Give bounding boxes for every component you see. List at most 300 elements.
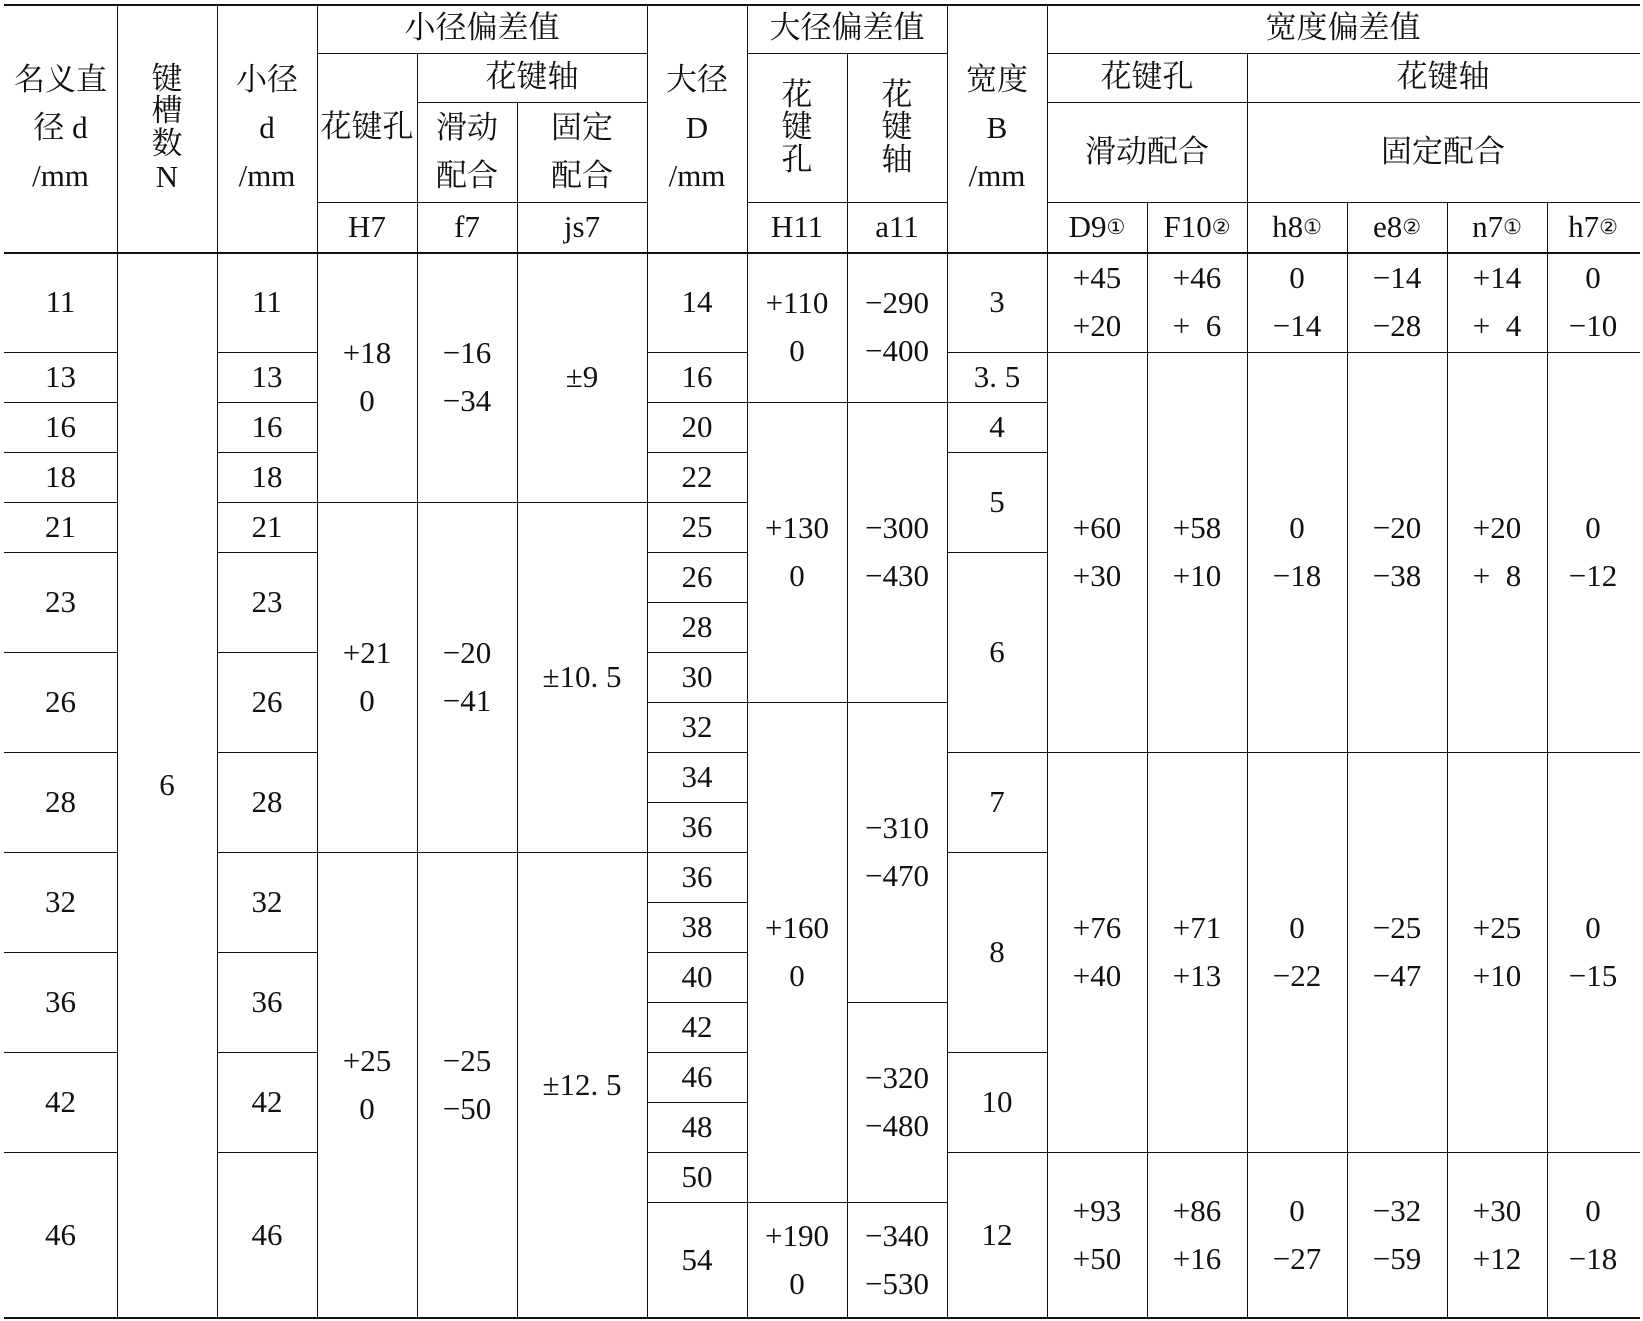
grid-line (647, 852, 648, 903)
grid-line (1347, 1152, 1448, 1153)
grid-line (517, 102, 648, 103)
width-cell: 6 (989, 633, 1005, 669)
grid-line (847, 402, 948, 403)
grid-line (1147, 202, 1148, 253)
width-D9-cell: +93 +50 (1072, 1192, 1122, 1276)
minor-diameter-cell: 13 (251, 358, 283, 394)
grid-line (1047, 53, 1048, 103)
width-cell: 3 (989, 283, 1005, 319)
width-D9-cell: +76 +40 (1072, 909, 1122, 993)
header-minor-deviation: 小径偏差值 (404, 10, 560, 46)
header-major-diameter: 大径 D /mm (666, 61, 728, 194)
nominal-diameter-cell: 26 (45, 683, 76, 719)
grid-line (1047, 102, 1048, 203)
grid-line (4, 452, 118, 453)
header-minor-hole: 花键孔 (320, 109, 414, 145)
fit-code-F10: F10 ② (1163, 208, 1231, 244)
grid-line (647, 452, 648, 503)
nominal-diameter-cell: 28 (45, 783, 76, 819)
grid-line (747, 53, 848, 54)
grid-line (647, 952, 748, 953)
grid-line (847, 1002, 948, 1003)
grid-line (217, 402, 318, 403)
header-minor-sliding: 滑动 配合 (436, 109, 498, 193)
minor-diameter-cell: 23 (251, 583, 283, 619)
grid-line (647, 1102, 648, 1153)
grid-line (1547, 252, 1548, 353)
grid-line (1247, 352, 1248, 753)
major-shaft-a11-cell: −310 −470 (865, 809, 929, 893)
grid-line (217, 552, 318, 553)
grid-line (417, 102, 418, 203)
header-major-deviation: 大径偏差值 (769, 10, 925, 46)
width-F10-cell: +58 +10 (1172, 509, 1222, 593)
grid-line (317, 4, 318, 54)
grid-line (517, 502, 648, 503)
width-D9-cell: +45 +20 (1072, 259, 1122, 343)
width-e8-cell: −32 −59 (1372, 1192, 1422, 1276)
grid-line (947, 552, 1048, 553)
grid-line (1047, 252, 1048, 353)
grid-line (647, 402, 748, 403)
grid-line (1047, 202, 1148, 203)
major-diameter-cell: 34 (681, 758, 713, 794)
major-diameter-cell: 54 (681, 1241, 713, 1277)
nominal-diameter-cell: 46 (45, 1216, 76, 1252)
grid-line (1247, 752, 1248, 1153)
grid-line (4, 252, 1640, 254)
grid-line (117, 4, 118, 253)
grid-line (4, 952, 118, 953)
minor-diameter-cell: 36 (251, 983, 283, 1019)
width-n7-cell: +14 + 4 (1472, 259, 1522, 343)
minor-hole-H7-cell: +21 0 (342, 634, 392, 718)
grid-line (317, 53, 318, 203)
grid-line (947, 352, 948, 403)
grid-line (517, 852, 648, 853)
major-diameter-cell: 32 (681, 708, 713, 744)
grid-line (1047, 202, 1048, 253)
grid-line (217, 852, 318, 853)
grid-line (947, 752, 948, 853)
grid-line (417, 502, 418, 853)
grid-line (217, 1152, 218, 1319)
grid-line (947, 852, 948, 1053)
header-major-hole: 花 键 孔 (781, 76, 813, 177)
grid-line (947, 202, 948, 253)
fit-code-minor-fixed: js7 (563, 208, 601, 244)
width-h8-cell: 0 −22 (1272, 909, 1322, 993)
grid-line (217, 402, 218, 453)
grid-line (1447, 352, 1548, 353)
grid-line (217, 1152, 318, 1153)
major-diameter-cell: 38 (681, 908, 713, 944)
grid-line (847, 202, 948, 203)
minor-fixed-js7-cell: ±9 (565, 358, 599, 394)
grid-line (1347, 752, 1448, 753)
width-cell: 4 (989, 408, 1005, 444)
grid-line (4, 402, 118, 403)
fit-code-minor-sliding: f7 (454, 208, 480, 244)
grid-line (747, 53, 748, 203)
grid-line (4, 4, 1640, 6)
width-F10-cell: +46 + 6 (1172, 259, 1222, 343)
grid-line (947, 852, 1048, 853)
major-shaft-a11-cell: −290 −400 (865, 284, 929, 368)
grid-line (1347, 202, 1448, 203)
grid-line (317, 502, 418, 503)
header-major-shaft: 花 键 轴 (881, 76, 913, 177)
major-diameter-cell: 25 (681, 508, 713, 544)
key-count-cell: 6 (159, 766, 175, 802)
grid-line (847, 1202, 848, 1319)
grid-line (1047, 352, 1048, 753)
grid-line (217, 752, 318, 753)
grid-line (217, 252, 218, 353)
header-width-fixed: 固定配合 (1381, 133, 1505, 169)
grid-line (1347, 352, 1448, 353)
grid-line (647, 702, 648, 753)
grid-line (517, 502, 518, 853)
grid-line (747, 1202, 848, 1203)
grid-line (1247, 752, 1348, 753)
grid-line (1247, 252, 1248, 353)
major-hole-H11-cell: +160 0 (765, 909, 829, 993)
width-h7-cell: 0 −12 (1568, 509, 1618, 593)
minor-diameter-cell: 21 (251, 508, 283, 544)
grid-line (217, 502, 218, 553)
grid-line (647, 552, 648, 603)
major-diameter-cell: 36 (681, 858, 713, 894)
width-cell: 3. 5 (973, 358, 1021, 394)
grid-line (647, 952, 648, 1003)
minor-diameter-cell: 28 (251, 783, 283, 819)
grid-line (1347, 202, 1348, 253)
minor-hole-H7-cell: +18 0 (342, 334, 392, 418)
nominal-diameter-cell: 16 (45, 408, 76, 444)
minor-hole-H7-cell: +25 0 (342, 1042, 392, 1126)
grid-line (1447, 202, 1448, 253)
nominal-diameter-cell: 32 (45, 883, 76, 919)
nominal-diameter-cell: 23 (45, 583, 76, 619)
grid-line (1547, 202, 1640, 203)
minor-diameter-cell: 18 (251, 458, 283, 494)
grid-line (947, 452, 1048, 453)
grid-line (1447, 752, 1548, 753)
grid-line (217, 352, 218, 403)
grid-line (647, 1202, 748, 1203)
grid-line (4, 752, 118, 753)
minor-diameter-cell: 32 (251, 883, 283, 919)
fit-code-major-shaft: a11 (875, 208, 919, 244)
fit-code-n7: n7 ① (1472, 208, 1522, 244)
grid-line (647, 602, 748, 603)
fit-code-h7: h7 ② (1568, 208, 1618, 244)
grid-line (317, 502, 318, 853)
header-width-hole: 花键孔 (1100, 59, 1194, 95)
grid-line (847, 1002, 848, 1203)
grid-line (1147, 202, 1248, 203)
grid-line (747, 202, 748, 253)
width-h8-cell: 0 −18 (1272, 509, 1322, 593)
header-key-count: 键 槽 数 N (151, 60, 183, 194)
nominal-diameter-cell: 13 (45, 358, 76, 394)
grid-line (417, 202, 418, 253)
grid-line (647, 202, 648, 253)
major-diameter-cell: 48 (681, 1108, 713, 1144)
grid-line (1047, 1152, 1048, 1319)
grid-line (847, 252, 848, 403)
grid-line (1147, 1152, 1148, 1319)
grid-line (1247, 102, 1248, 203)
grid-line (217, 352, 318, 353)
width-D9-cell: +60 +30 (1072, 509, 1122, 593)
grid-line (417, 852, 518, 853)
grid-line (747, 402, 848, 403)
nominal-diameter-cell: 18 (45, 458, 76, 494)
grid-line (647, 752, 648, 803)
width-F10-cell: +71 +13 (1172, 909, 1222, 993)
grid-line (947, 1152, 1048, 1153)
width-e8-cell: −25 −47 (1372, 909, 1422, 993)
major-hole-H11-cell: +190 0 (765, 1217, 829, 1301)
major-hole-H11-cell: +130 0 (765, 509, 829, 593)
grid-line (1547, 352, 1548, 753)
grid-line (647, 602, 648, 653)
grid-line (647, 452, 748, 453)
grid-line (647, 552, 748, 553)
grid-line (4, 352, 118, 353)
grid-line (417, 53, 648, 54)
grid-line (647, 1152, 748, 1153)
grid-line (1147, 352, 1248, 353)
grid-line (647, 502, 648, 553)
grid-line (417, 502, 518, 503)
width-F10-cell: +86 +16 (1172, 1192, 1222, 1276)
grid-line (647, 902, 648, 953)
grid-line (517, 202, 518, 253)
grid-line (847, 202, 848, 253)
grid-line (1247, 1152, 1248, 1319)
grid-line (1547, 752, 1640, 753)
grid-line (947, 402, 1048, 403)
major-diameter-cell: 46 (681, 1058, 713, 1094)
grid-line (217, 652, 318, 653)
grid-line (1547, 352, 1640, 353)
grid-line (647, 1002, 748, 1003)
grid-line (1447, 252, 1448, 353)
width-n7-cell: +20 + 8 (1472, 509, 1522, 593)
major-diameter-cell: 20 (681, 408, 713, 444)
grid-line (647, 402, 648, 453)
major-diameter-cell: 42 (681, 1008, 713, 1044)
grid-line (217, 452, 218, 503)
grid-line (1547, 202, 1548, 253)
fit-code-minor-hole: H7 (348, 208, 386, 244)
width-cell: 10 (981, 1083, 1013, 1119)
grid-line (647, 1052, 748, 1053)
header-width-sliding: 滑动配合 (1085, 133, 1209, 169)
grid-line (947, 552, 948, 753)
header-minor-shaft: 花键轴 (485, 59, 579, 95)
minor-diameter-cell: 11 (252, 283, 282, 319)
grid-line (217, 552, 218, 653)
grid-line (1147, 352, 1148, 753)
major-diameter-cell: 28 (681, 608, 713, 644)
grid-line (947, 1152, 948, 1319)
grid-line (647, 1002, 648, 1053)
header-nominal-diameter: 名义直 径 d /mm (14, 61, 107, 194)
header-width: 宽度 B /mm (966, 61, 1028, 194)
major-shaft-a11-cell: −320 −480 (865, 1059, 929, 1143)
grid-line (747, 1202, 748, 1319)
minor-fixed-js7-cell: ±10. 5 (542, 658, 622, 694)
minor-sliding-f7-cell: −20 −41 (442, 634, 492, 718)
grid-line (217, 1052, 318, 1053)
grid-line (647, 752, 748, 753)
grid-line (417, 102, 518, 103)
width-h7-cell: 0 −18 (1568, 1192, 1618, 1276)
major-shaft-a11-cell: −340 −530 (865, 1217, 929, 1301)
grid-line (1547, 1152, 1640, 1153)
grid-line (4, 852, 118, 853)
grid-line (1547, 752, 1548, 1153)
grid-line (847, 402, 848, 703)
major-hole-H11-cell: +110 0 (765, 284, 829, 368)
grid-line (1447, 352, 1448, 753)
fit-code-major-hole: H11 (770, 208, 824, 244)
header-minor-diameter: 小径 d /mm (236, 61, 298, 194)
header-width-shaft: 花键轴 (1396, 59, 1490, 95)
grid-line (947, 752, 1048, 753)
grid-line (1447, 752, 1448, 1153)
minor-diameter-cell: 16 (251, 408, 283, 444)
grid-line (947, 1052, 1048, 1053)
grid-line (647, 352, 648, 403)
grid-line (647, 652, 748, 653)
grid-line (647, 1102, 748, 1103)
grid-line (4, 552, 118, 553)
grid-line (1147, 252, 1148, 353)
grid-line (1147, 752, 1248, 753)
minor-sliding-f7-cell: −16 −34 (442, 334, 492, 418)
grid-line (1247, 53, 1248, 103)
grid-line (4, 652, 118, 653)
minor-diameter-cell: 26 (251, 683, 283, 719)
grid-line (417, 202, 518, 203)
grid-line (647, 502, 748, 503)
grid-line (317, 852, 318, 1319)
grid-line (747, 202, 848, 203)
nominal-diameter-cell: 42 (45, 1083, 76, 1119)
width-n7-cell: +25 +10 (1472, 909, 1522, 993)
grid-line (647, 352, 748, 353)
grid-line (647, 1152, 648, 1203)
grid-line (517, 852, 518, 1319)
major-diameter-cell: 22 (681, 458, 713, 494)
grid-line (947, 352, 1048, 353)
grid-line (647, 1052, 648, 1103)
grid-line (4, 502, 118, 503)
grid-line (1447, 1152, 1548, 1153)
major-shaft-a11-cell: −300 −430 (865, 509, 929, 593)
grid-line (4, 1052, 118, 1053)
grid-line (217, 652, 218, 753)
grid-line (1047, 102, 1248, 103)
width-cell: 8 (989, 933, 1005, 969)
header-minor-fixed: 固定 配合 (551, 109, 613, 193)
grid-line (1247, 1152, 1348, 1153)
grid-line (847, 53, 948, 54)
major-diameter-cell: 16 (681, 358, 713, 394)
grid-line (4, 1317, 1640, 1319)
grid-line (947, 1052, 948, 1153)
grid-line (217, 952, 318, 953)
fit-code-h8: h8 ① (1272, 208, 1322, 244)
grid-line (317, 202, 418, 203)
grid-line (1047, 53, 1248, 54)
grid-line (747, 252, 748, 403)
grid-line (417, 53, 418, 103)
grid-line (1147, 752, 1148, 1153)
grid-line (1047, 1152, 1148, 1153)
grid-line (947, 402, 948, 453)
grid-line (747, 702, 848, 703)
grid-line (1347, 752, 1348, 1153)
major-diameter-cell: 30 (681, 658, 713, 694)
grid-line (1247, 102, 1640, 103)
grid-line (1347, 252, 1348, 353)
grid-line (1047, 4, 1048, 54)
width-h7-cell: 0 −15 (1568, 909, 1618, 993)
fit-code-e8: e8 ② (1372, 208, 1422, 244)
grid-line (747, 4, 748, 54)
grid-line (217, 752, 218, 853)
grid-line (1347, 1152, 1348, 1319)
grid-line (1547, 1152, 1548, 1319)
grid-line (647, 802, 648, 853)
grid-line (217, 502, 318, 503)
grid-line (217, 1052, 218, 1153)
grid-line (1247, 352, 1348, 353)
minor-fixed-js7-cell: ±12. 5 (542, 1066, 622, 1102)
grid-line (947, 252, 948, 353)
grid-line (647, 852, 748, 853)
grid-line (847, 702, 848, 1003)
grid-line (517, 202, 648, 203)
major-diameter-cell: 36 (681, 808, 713, 844)
grid-line (1447, 1152, 1448, 1319)
nominal-diameter-cell: 11 (45, 283, 76, 319)
grid-line (647, 652, 648, 703)
grid-line (317, 53, 418, 54)
grid-line (117, 252, 118, 1319)
width-h7-cell: 0 −10 (1568, 259, 1618, 343)
grid-line (1047, 752, 1148, 753)
width-h8-cell: 0 −14 (1272, 259, 1322, 343)
grid-line (847, 53, 848, 203)
grid-line (1447, 202, 1548, 203)
grid-line (1147, 1152, 1248, 1153)
fit-code-D9: D9 ① (1068, 208, 1126, 244)
grid-line (4, 1152, 118, 1153)
grid-line (1047, 752, 1048, 1153)
nominal-diameter-cell: 21 (45, 508, 76, 544)
minor-sliding-f7-cell: −25 −50 (442, 1042, 492, 1126)
grid-line (847, 1202, 948, 1203)
minor-diameter-cell: 46 (251, 1216, 283, 1252)
nominal-diameter-cell: 36 (45, 983, 76, 1019)
